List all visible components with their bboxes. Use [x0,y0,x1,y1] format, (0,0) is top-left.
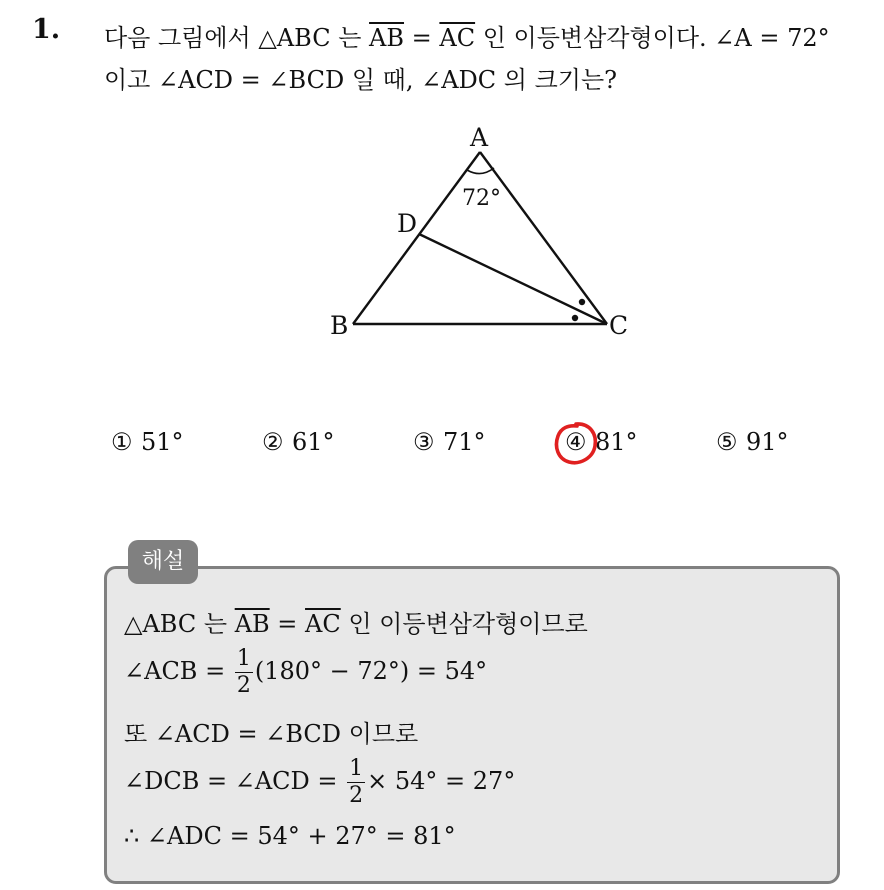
triangle-figure [0,0,884,420]
fraction-numerator: 1 [236,646,251,671]
answer-circle-stroke [556,424,595,463]
fraction-denominator-2: 2 [349,783,364,808]
solution-line-3: 또 ∠ACD = ∠BCD 이므로 [124,720,419,748]
angle-label: 72° [462,186,501,211]
angle-a-arc [467,168,494,174]
solution-equals: = [269,610,306,638]
segment-ab: $\overline{AB}$ [369,24,405,52]
solution-line-2 [124,646,487,699]
vertex-label-b: B [330,311,349,340]
formula-acb-end: (180° − 72°) = 54° [254,657,488,685]
choice-2-number: ② [262,428,284,456]
solution-line-1 [124,604,588,639]
choice-5[interactable] [716,428,789,456]
formula-dcb-end: × 54° = 27° [367,767,516,795]
choice-3-value: 71° [443,428,486,456]
choice-3[interactable] [413,428,486,456]
fraction-one-half-2 [347,756,365,809]
segment-dc [419,234,607,324]
choice-3-number: ③ [413,428,435,456]
choice-4-number: ④ [565,428,587,456]
choice-1-value: 51° [141,428,184,456]
side-ab [353,152,480,324]
solution-text-start: △ABC 는 [124,610,235,638]
question-text-end: 인 이등변삼각형이다. ∠A = 72° [475,24,830,52]
fraction-numerator-2: 1 [349,756,364,781]
question-line-2: 이고 ∠ACD = ∠BCD 일 때, ∠ADC 의 크기는? [104,66,617,94]
solution-tag: 해설 [128,540,198,584]
choice-2[interactable] [262,428,335,456]
vertex-label-c: C [609,311,629,340]
angle-mark-acd [579,299,585,305]
solution-segment-ac: $\overline{AC}$ [305,610,341,638]
segment-ac: $\overline{AC}$ [439,24,476,52]
answer-circle-mark [550,418,602,470]
choice-5-number: ⑤ [716,428,738,456]
choice-2-value: 61° [292,428,335,456]
choice-4-value: 81° [595,428,638,456]
angle-mark-bcd [572,315,578,321]
vertex-label-d: D [397,209,418,238]
formula-dcb-start: ∠DCB = ∠ACD = [124,767,346,795]
question-number: 1. [32,14,61,45]
solution-segment-ab: $\overline{AB}$ [234,610,270,638]
choice-1-number: ① [111,428,133,456]
equals-sign: = [404,24,440,52]
vertex-label-a: A [470,123,489,152]
side-ac [480,152,607,324]
formula-acb-start: ∠ACB = [124,657,233,685]
fraction-one-half [235,646,253,699]
solution-line-5: ∴ ∠ADC = 54° + 27° = 81° [124,822,456,850]
solution-line-4 [124,756,515,809]
fraction-denominator: 2 [236,673,251,698]
solution-text-end: 인 이등변삼각형이므로 [340,610,588,638]
question-text-start: 다음 그림에서 △ABC 는 [104,24,370,52]
choice-1[interactable] [111,428,184,456]
choice-5-value: 91° [746,428,789,456]
